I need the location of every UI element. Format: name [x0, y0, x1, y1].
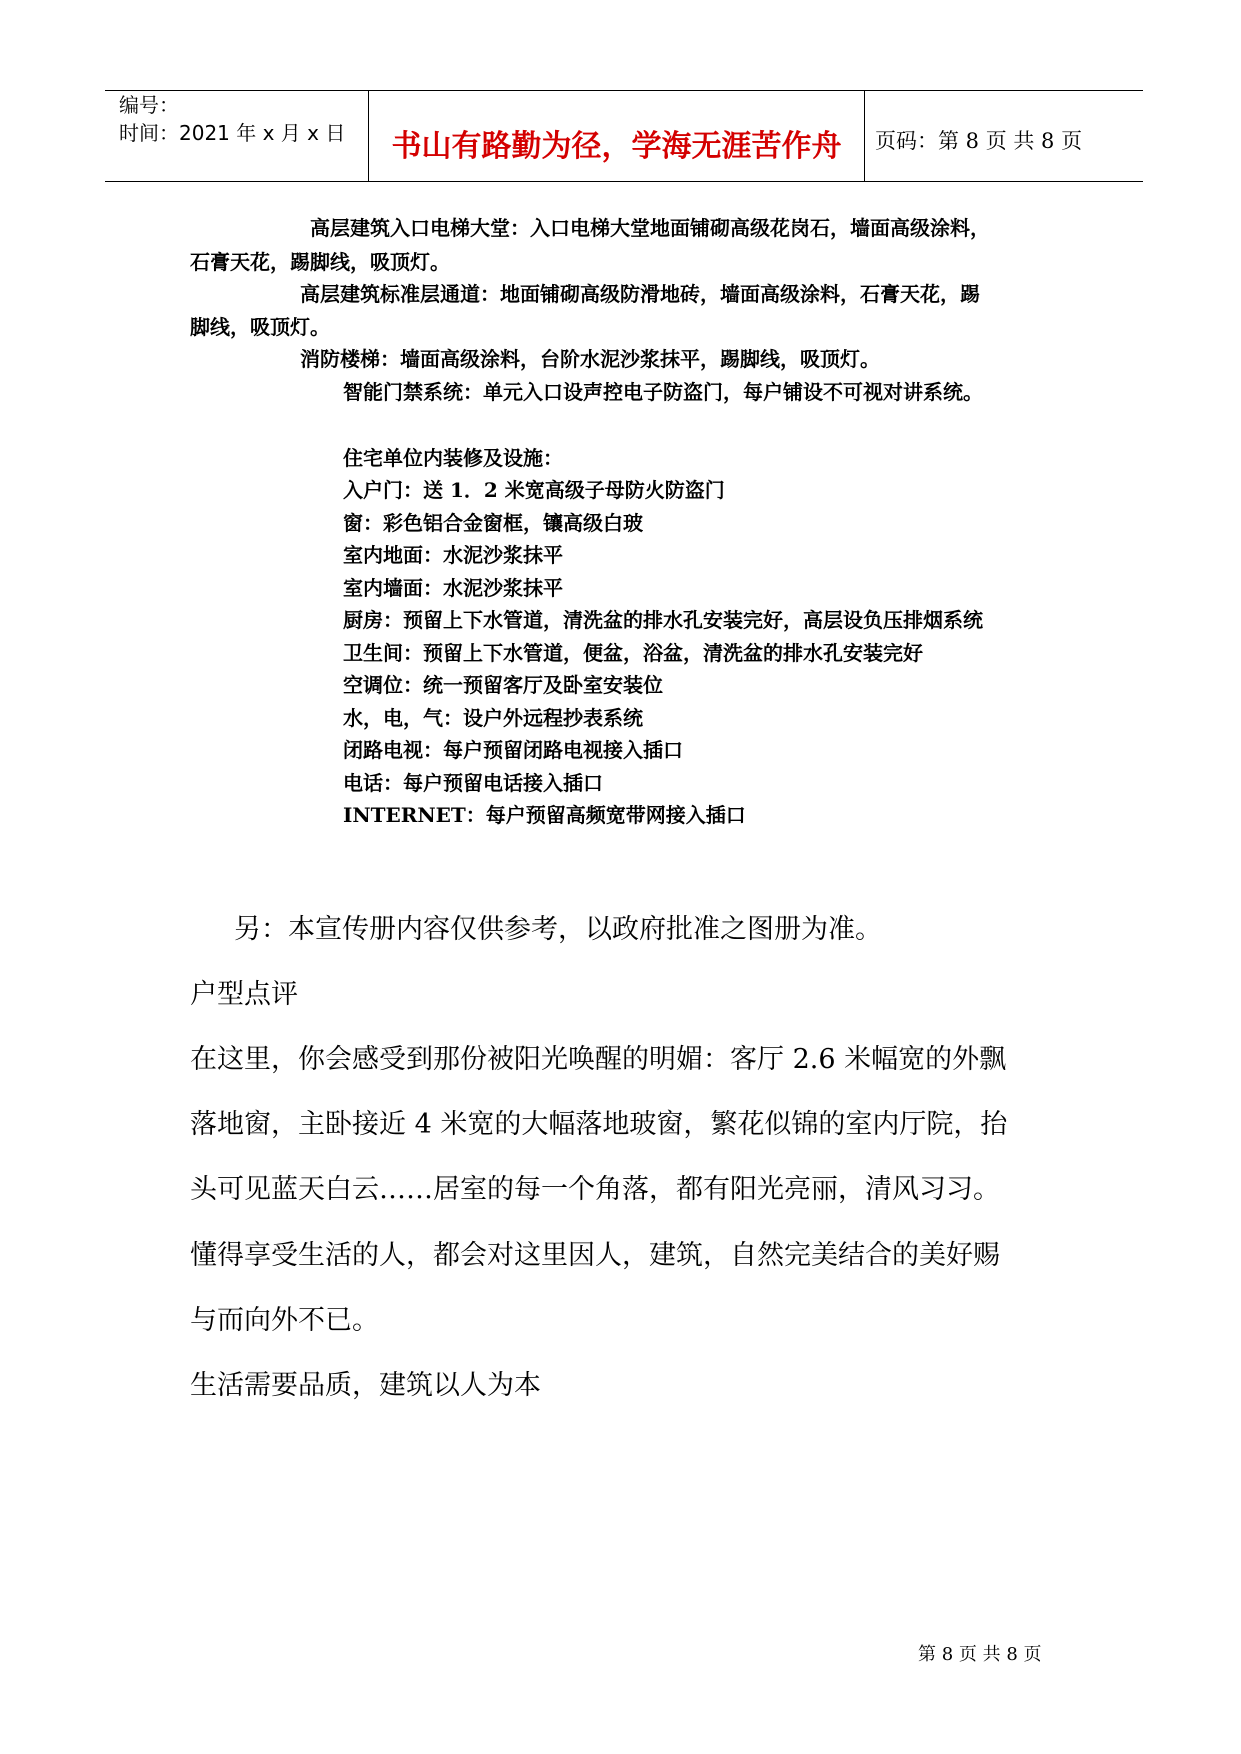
header-middle-cell — [369, 91, 865, 181]
review-line: 懂得享受生活的人，都会对这里因人，建筑，自然完美结合的美好赐 — [190, 1240, 1000, 1271]
disclaimer-note: 另：本宣传册内容仅供参考，以政府批准之图册为准。 — [234, 914, 882, 945]
spec-lobby-line2: 石膏天花，踢脚线，吸顶灯。 — [190, 250, 450, 274]
header-page-code: 页码：第 8 页 共 8 页 — [875, 129, 1083, 153]
header-right-cell — [865, 91, 1143, 181]
header-left-cell — [105, 91, 369, 181]
closing-slogan: 生活需要品质，建筑以人为本 — [190, 1370, 541, 1401]
unit-fitout-title: 住宅单位内装修及设施： — [343, 446, 563, 470]
review-heading: 户型点评 — [190, 979, 298, 1010]
list-item: 室内墙面：水泥沙浆抹平 — [343, 576, 563, 600]
header-table — [105, 90, 1143, 182]
list-item: 空调位：统一预留客厅及卧室安装位 — [343, 673, 663, 697]
document-number-label: 编号： — [119, 93, 179, 117]
list-item: 电话：每户预留电话接入插口 — [343, 771, 603, 795]
spec-corridor-line2: 脚线，吸顶灯。 — [190, 315, 330, 339]
footer-page-number: 第 8 页 共 8 页 — [918, 1644, 1042, 1665]
review-line: 与而向外不已。 — [190, 1305, 379, 1336]
list-item: 入户门：送 1．2 米宽高级子母防火防盗门 — [343, 478, 725, 502]
review-line: 头可见蓝天白云……居室的每一个角落，都有阳光亮丽，清风习习。 — [190, 1174, 1000, 1205]
list-item: 厨房：预留上下水管道，清洗盆的排水孔安装完好，高层设负压排烟系统 — [343, 608, 983, 632]
review-line: 在这里，你会感受到那份被阳光唤醒的明媚：客厅 2.6 米幅宽的外飘 — [190, 1044, 1007, 1075]
header-motto: 书山有路勤为径，学海无涯苦作舟 — [391, 129, 842, 164]
list-item: INTERNET：每户预留高频宽带网接入插口 — [343, 803, 746, 827]
list-item: 卫生间：预留上下水管道，便盆，浴盆，清洗盆的排水孔安装完好 — [343, 641, 923, 665]
review-line: 落地窗，主卧接近 4 米宽的大幅落地玻窗，繁花似锦的室内厅院，抬 — [190, 1109, 1008, 1140]
spec-lobby-line1: 高层建筑入口电梯大堂：入口电梯大堂地面铺砌高级花岗石，墙面高级涂料， — [310, 216, 990, 240]
list-item: 闭路电视：每户预留闭路电视接入插口 — [343, 738, 683, 762]
document-time-label: 时间：2021 年 x 月 x 日 — [119, 121, 346, 145]
spec-corridor-line1: 高层建筑标准层通道：地面铺砌高级防滑地砖，墙面高级涂料，石膏天花，踢 — [300, 282, 980, 306]
list-item: 水，电，气：设户外远程抄表系统 — [343, 706, 643, 730]
list-item: 窗：彩色铝合金窗框，镶高级白玻 — [343, 511, 643, 535]
spec-stairs: 消防楼梯：墙面高级涂料，台阶水泥沙浆抹平，踢脚线，吸顶灯。 — [300, 347, 880, 371]
spec-access-control: 智能门禁系统：单元入口设声控电子防盗门，每户铺设不可视对讲系统。 — [343, 380, 983, 404]
list-item: 室内地面：水泥沙浆抹平 — [343, 543, 563, 567]
